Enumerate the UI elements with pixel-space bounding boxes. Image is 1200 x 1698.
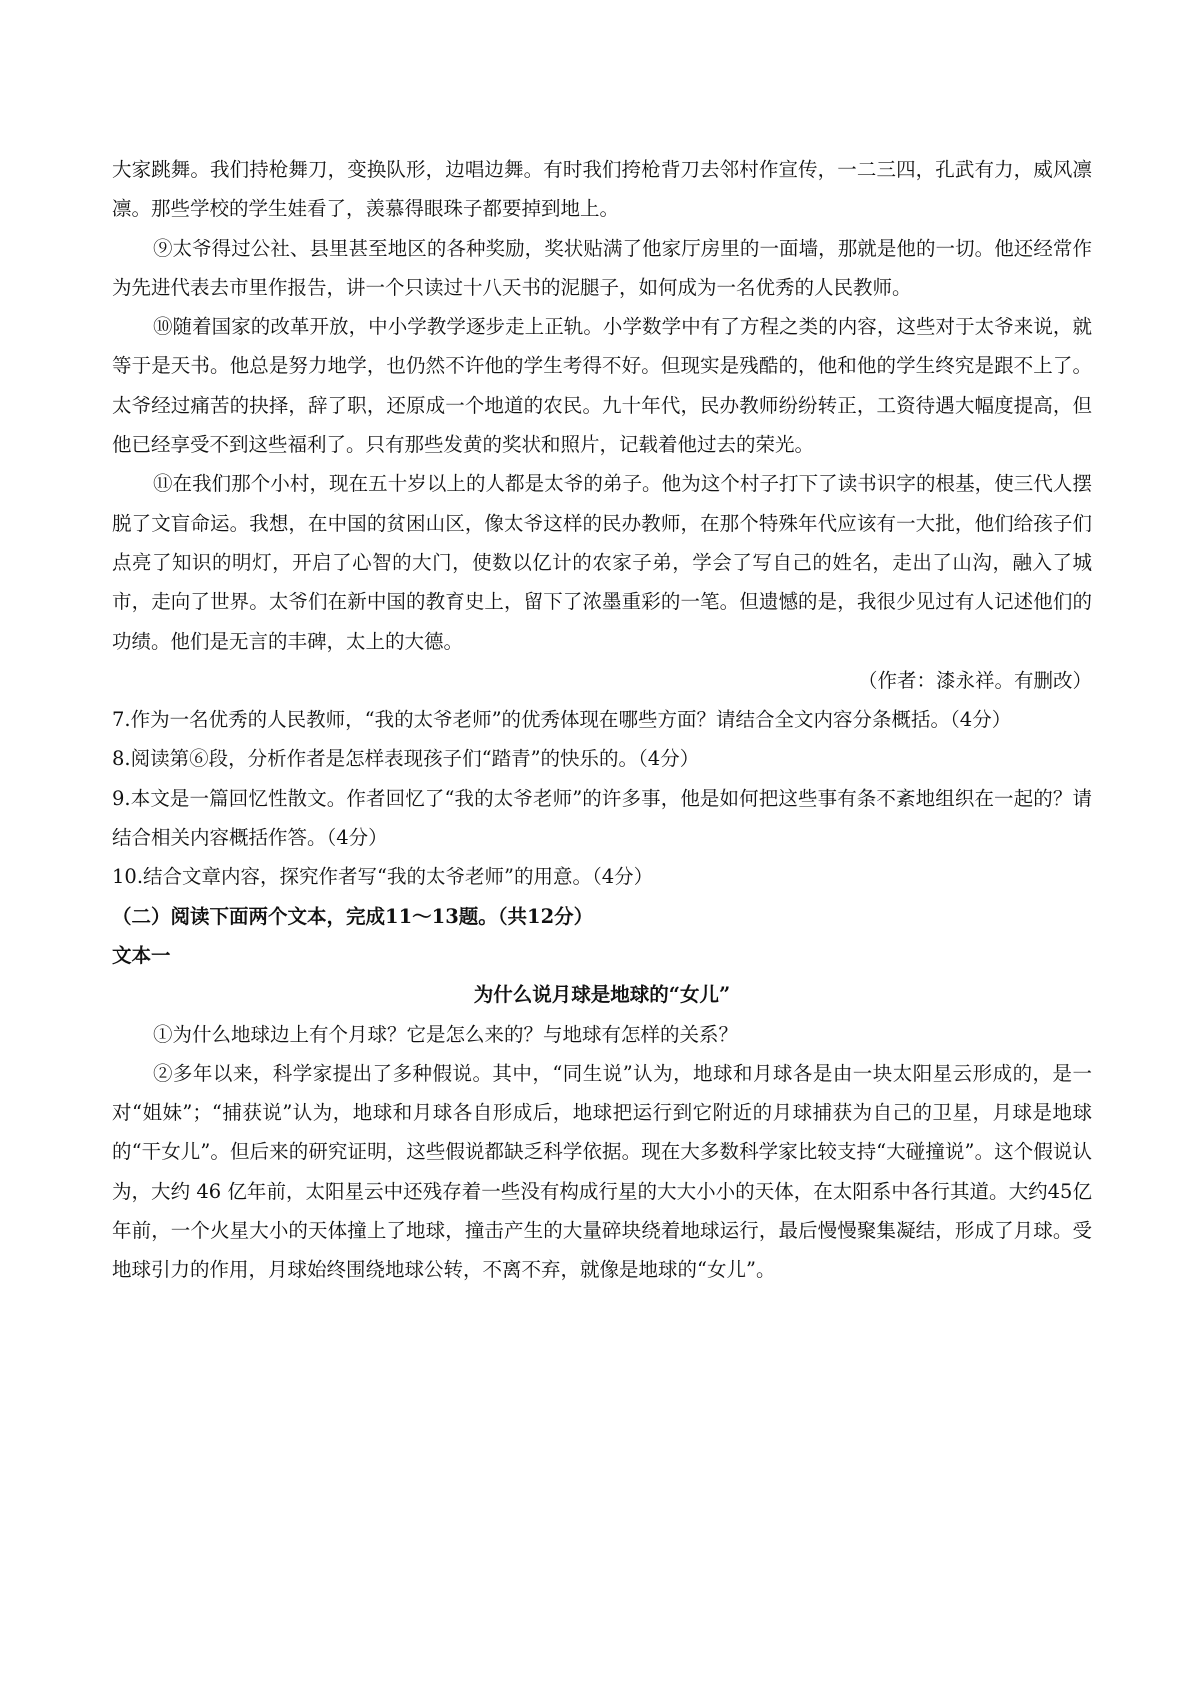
question-8: 8.阅读第⑥段，分析作者是怎样表现孩子们“踏青”的快乐的。（4分） <box>112 747 700 771</box>
article-paragraph-1: ①为什么地球边上有个月球？它是怎么来的？与地球有怎样的关系？ <box>152 1022 738 1046</box>
question-10: 10.结合文章内容，探究作者写“我的太爷老师”的用意。（4分） <box>112 865 654 889</box>
paragraph-10: ⑩随着国家的改革开放，中小学教学逐步走上正轨。小学数学中有了方程之类的内容，这些对于太爷来说，就等于是天书。他总是努力地学，也仍然不许他的学生考得不好。但现实是残酷的，他和他的学生终究是跟不上了。太爷经过痛苦的抉择，辞了职，还原成一个地道的农民。九十年代，民办教师纷纷转正，工资待遇大幅度提高，但他已经享受不到这些福利了。只有那些发黄的奖状和照片，记载着他过去的荣光。 <box>112 315 1092 457</box>
document-page <box>112 150 1092 1290</box>
section-heading: （二）阅读下面两个文本，完成11～13题。（共12分） <box>112 904 594 928</box>
question-9: 9.本文是一篇回忆性散文。作者回忆了“我的太爷老师”的许多事，他是如何把这些事有条不紊地组织在一起的？请结合相关内容概括作答。（4分） <box>112 786 1092 850</box>
source-attribution: （作者：漆永祥。有删改） <box>857 668 1092 692</box>
paragraph-11: ⑪在我们那个小村，现在五十岁以上的人都是太爷的弟子。他为这个村子打下了读书识字的根基，使三代人摆脱了文盲命运。我想，在中国的贫困山区，像太爷这样的民办教师，在那个特殊年代应该有一大批，他们给孩子们点亮了知识的明灯，开启了心智的大门，使数以亿计的农家子弟，学会了写自己的姓名，走出了山沟，融入了城市，走向了世界。太爷们在新中国的教育史上，留下了浓墨重彩的一笔。但遗憾的是，我很少见过有人记述他们的功绩。他们是无言的丰碑，太上的大德。 <box>112 472 1092 653</box>
question-7: 7.作为一名优秀的人民教师，“我的太爷老师”的优秀体现在哪些方面？请结合全文内容分条概括。（4分） <box>112 708 1012 732</box>
paragraph-continuation: 大家跳舞。我们持枪舞刀，变换队形，边唱边舞。有时我们挎枪背刀去邻村作宣传，一二三四，孔武有力，威风凛凛。那些学校的学生娃看了，羡慕得眼珠子都要掉到地上。 <box>112 158 1092 221</box>
article-title: 为什么说月球是地球的“女儿” <box>473 983 731 1007</box>
text-label: 文本一 <box>112 943 171 967</box>
paragraph-9: ⑨太爷得过公社、县里甚至地区的各种奖励，奖状贴满了他家厅房里的一面墙，那就是他的一切。他还经常作为先进代表去市里作报告，讲一个只读过十八天书的泥腿子，如何成为一名优秀的人民教师。 <box>112 236 1092 299</box>
article-paragraph-2: ②多年以来，科学家提出了多种假说。其中，“同生说”认为，地球和月球各是由一块太阳星云形成的，是一对“姐妹”；“捕获说”认为，地球和月球各自形成后，地球把运行到它附近的月球捕获为自己的卫星，月球是地球的“干女儿”。但后来的研究证明，这些假说都缺乏科学依据。现在大多数科学家比较支持“大碰撞说”。这个假说认为，大约 46 亿年前，太阳星云中还残存着一些没有构成行星的大大小小的天体，在太阳系中各行其道。大约45亿年前，一个火星大小的天体撞上了地球，撞击产生的大量碎块绕着地球运行，最后慢慢聚集凝结，形成了月球。受地球引力的作用，月球始终围绕地球公转，不离不弃，就像是地球的“女儿”。 <box>112 1061 1092 1282</box>
